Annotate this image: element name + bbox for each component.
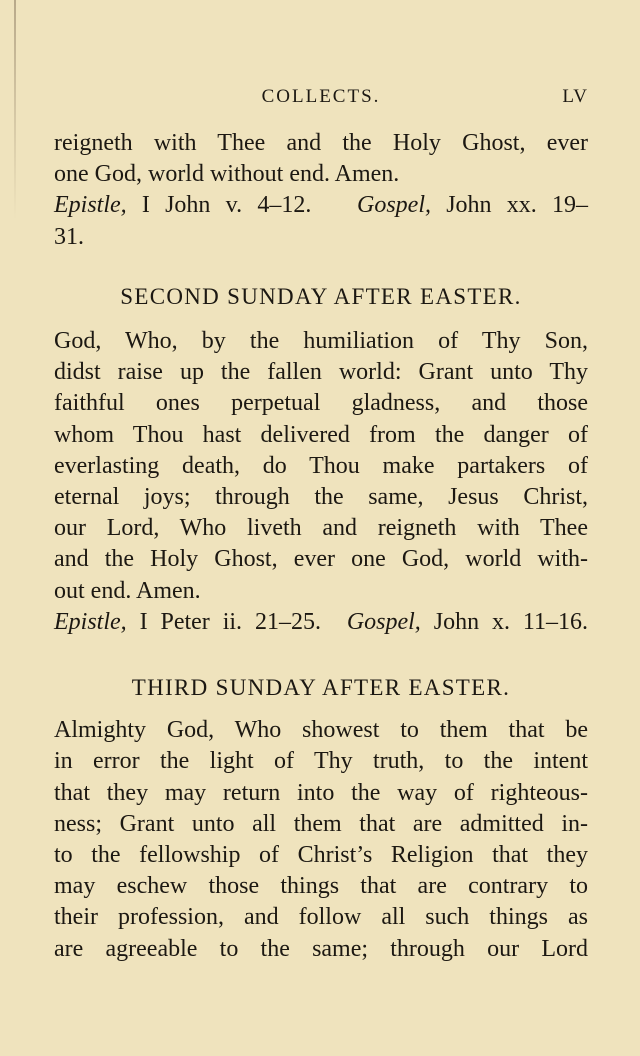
section-heading: SECOND SUNDAY AFTER EASTER. [120, 283, 522, 309]
epistle-label: Epistle, [54, 192, 127, 219]
text-line: God, Who, by the humiliation of Thy Son, [54, 328, 588, 355]
text-line: in error the light of Thy truth, to the intent [54, 748, 588, 775]
text-line: didst raise up the fallen world: Grant unto Thy [54, 359, 588, 386]
previous-collect-ending [54, 128, 588, 253]
text-line: that they may return into the way of righteous- [54, 779, 588, 806]
running-head-title: COLLECTS. [261, 86, 381, 107]
gospel-label: Gospel, [346, 608, 421, 635]
page-number: LV [562, 86, 588, 107]
epistle-label: Epistle, [54, 608, 127, 635]
text-line: one God, world without end. Amen. [54, 161, 400, 188]
text-line: reigneth with Thee and the Holy Ghost, ever [54, 130, 588, 156]
section-heading: THIRD SUNDAY AFTER EASTER. [131, 675, 511, 701]
gospel-reference: John x. 11–16. [420, 608, 589, 635]
collect-second-sunday [54, 326, 588, 638]
readings-line [54, 190, 588, 221]
text-line: Almighty God, Who showest to them that be [54, 717, 588, 744]
gospel-reference: John xx. 19– [431, 192, 589, 219]
readings-continuation: 31. [54, 223, 84, 250]
text-line: and the Holy Ghost, ever one God, world with- [54, 546, 588, 573]
text-line: may eschew those things that are contrary to [54, 873, 588, 900]
text-line: to the fellowship of Christ’s Religion that they [54, 842, 588, 869]
text-line: eternal joys; through the same, Jesus Christ, [54, 484, 588, 511]
epistle-reference: I John v. 4–12. [126, 192, 312, 219]
readings-line [54, 607, 588, 638]
text-line: everlasting death, do Thou make partakers of [54, 452, 588, 479]
gospel-label: Gospel, [357, 192, 431, 219]
text-line: whom Thou hast delivered from the danger of [54, 421, 588, 448]
text-line: their profession, and follow all such things as [54, 904, 588, 931]
text-line: out end. Amen. [54, 577, 201, 604]
page-gutter-shadow [14, 0, 16, 220]
text-line: faithful ones perpetual gladness, and those [54, 390, 588, 417]
running-head [54, 86, 588, 112]
collect-third-sunday [54, 715, 588, 965]
text-line: are agreeable to the same; through our Lord [54, 935, 588, 962]
text-line: our Lord, Who liveth and reigneth with Thee [54, 515, 588, 542]
page-body [54, 128, 588, 965]
epistle-reference: I Peter ii. 21–25. [126, 608, 321, 635]
text-line: ness; Grant unto all them that are admitted in- [54, 810, 588, 837]
